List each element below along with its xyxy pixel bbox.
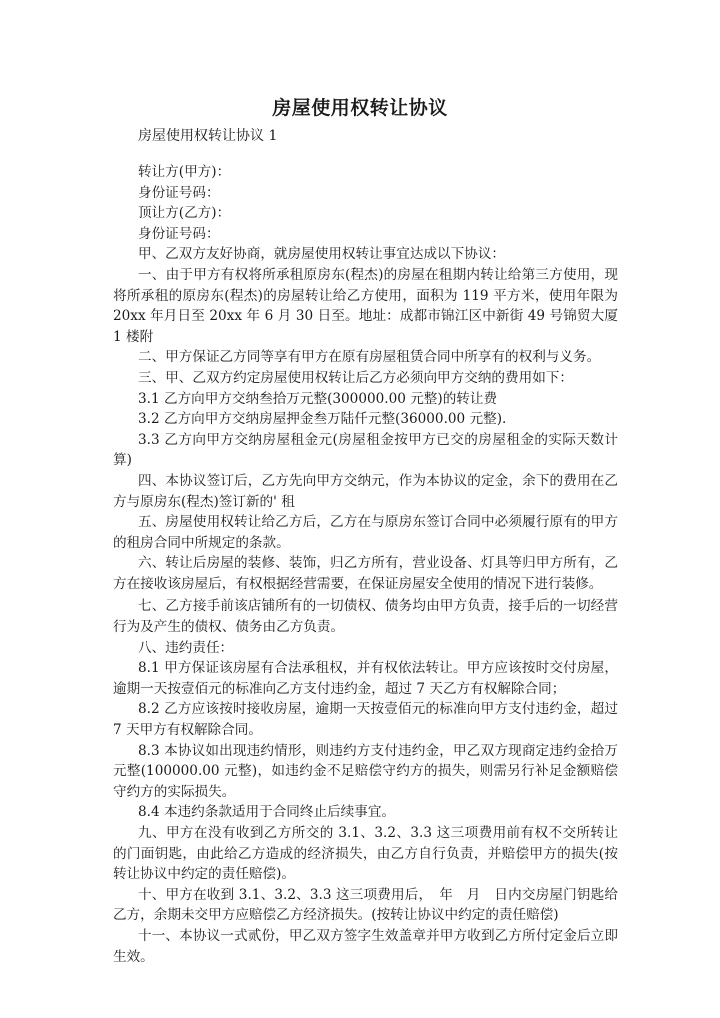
clause-2: 二、甲方保证乙方同等享有甲方在原有房屋租赁合同中所享有的权利与义务。 bbox=[138, 349, 601, 366]
paragraph-transferor: 转让方(甲方)： bbox=[138, 164, 231, 180]
clause-4: 四、本协议签订后，乙方先向甲方交纳元，作为本协议的定金，余下的费用在乙方与原房东(程杰)签订新的' 租 bbox=[113, 472, 618, 510]
clause-3: 三、甲、乙双方约定房屋使用权转让后乙方必须向甲方交纳的费用如下： bbox=[138, 369, 573, 386]
clause-10: 十、甲方在收到 3.1、3.2、3.3 这三项费用后， 年 月 日内交房屋门钥匙给乙方，余期未交甲方应赔偿乙方经济损失。(按转让协议中约定的责任赔偿) bbox=[113, 886, 618, 924]
clause-8-4: 8.4 本违约条款适用于合同终止后续事宜。 bbox=[138, 804, 396, 821]
paragraph-transferee: 顶让方(乙方)： bbox=[138, 205, 231, 222]
clause-7: 七、乙方接手前该店铺所有的一切债权、债务均由甲方负责，接手后的一切经营行为及产生的债权、债务由乙方负责。 bbox=[113, 598, 618, 636]
clause-6: 六、转让后房屋的装修、装饰，归乙方所有，营业设备、灯具等归甲方所有，乙方在接收该房屋后，有权根据经营需要，在保证房屋安全使用的情况下进行装修。 bbox=[113, 555, 618, 592]
clause-3-1: 3.1 乙方向甲方交纳叁拾万元整(300000.00 元整)的转让费 bbox=[138, 390, 498, 407]
paragraph-preamble: 甲、乙双方友好协商，就房屋使用权转让事宜达成以下协议： bbox=[138, 246, 506, 263]
clause-9: 九、甲方在没有收到乙方所交的 3.1、3.2、3.3 这三项费用前有权不交所转让的门面钥匙，由此给乙方造成的经济损失，由乙方自行负责，并赔偿甲方的损失(按转让协议中约定的责任赔偿)。 bbox=[113, 825, 618, 883]
clause-11: 十一、本协议一式贰份，甲乙双方签字生效盖章并甲方收到乙方所付定金后立即生效。 bbox=[113, 927, 618, 965]
clause-8: 八、违约责任： bbox=[138, 639, 234, 656]
document-title: 房屋使用权转让协议 bbox=[272, 97, 448, 119]
clause-8-3: 8.3 本协议如出现违约情形，则违约方支付违约金，甲乙双方现商定违约金拾万元整(100000.00 元整)，如违约金不足赔偿守约方的损失，则需另行补足金额赔偿守约方的实际损失。 bbox=[113, 742, 618, 800]
paragraph-transferor-id: 身份证号码： bbox=[138, 184, 220, 201]
document-subtitle: 房屋使用权转让协议 1 bbox=[138, 128, 278, 144]
clause-5: 五、房屋使用权转让给乙方后，乙方在与原房东签订合同中必须履行原有的甲方的租房合同中所规定的条款。 bbox=[113, 514, 618, 551]
paragraph-transferee-id: 身份证号码： bbox=[138, 225, 220, 242]
clause-8-2: 8.2 乙方应该按时接收房屋，逾期一天按壹佰元的标准向甲方支付违约金，超过 7 天甲方有权解除合同。 bbox=[113, 701, 618, 739]
clause-8-1: 8.1 甲方保证该房屋有合法承租权，并有权依法转让。甲方应该按时交付房屋，逾期一天按壹佰元的标准向乙方支付违约金，超过 7 天乙方有权解除合同； bbox=[113, 660, 618, 697]
clause-3-2: 3.2 乙方向甲方交纳房屋押金叁万陆仟元整(36000.00 元整). bbox=[138, 411, 507, 428]
clause-1: 一、由于甲方有权将所承租原房东(程杰)的房屋在租期内转让给第三方使用，现将所承租的原房东(程杰)的房屋转让给乙方使用，面积为 119 平方米，使用年限为 20xx 年月日至 20xx 年 6 月 30 日至。地址：成都市锦江区中新街 49 号锦贸大厦 1 楼附 bbox=[113, 266, 618, 345]
clause-3-3: 3.3 乙方向甲方交纳房屋租金元(房屋租金按甲方已交的房屋租金的实际天数计算) bbox=[113, 431, 618, 469]
document-body bbox=[113, 162, 618, 967]
